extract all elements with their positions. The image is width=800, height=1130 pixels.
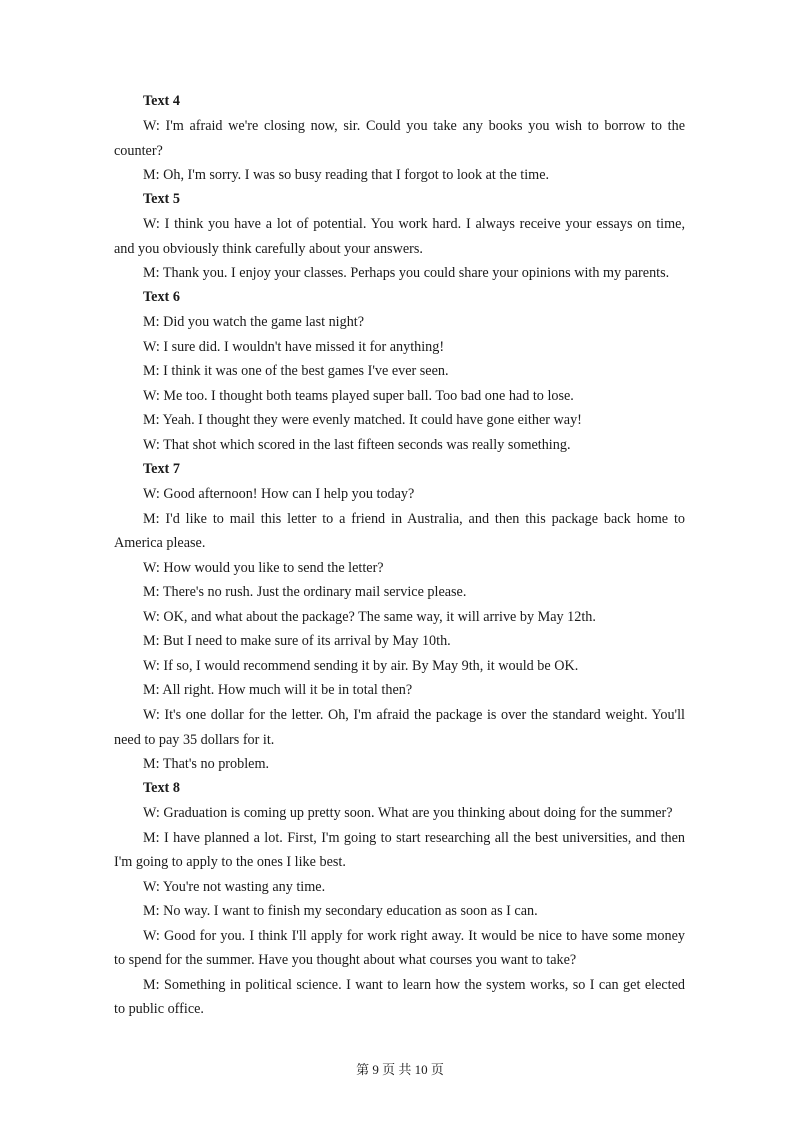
dialogue-line: W: It's one dollar for the letter. Oh, I'm afraid the package is over the standard weight. You'll [143,707,685,723]
page-number-footer: 第 9 页 共 10 页 [356,1062,444,1077]
dialogue-line: W: That shot which scored in the last fifteen seconds was really something. [143,437,571,453]
dialogue-line: I'm going to apply to the ones I like best. [114,854,346,870]
dialogue-line: M: Oh, I'm sorry. I was so busy reading that I forgot to look at the time. [143,167,550,183]
dialogue-line: M: Yeah. I thought they were evenly matched. It could have gone either way! [143,412,582,428]
dialogue-line: M: Did you watch the game last night? [143,314,365,330]
section-heading-text5: Text 5 [143,191,180,207]
dialogue-line: M: Thank you. I enjoy your classes. Perhaps you could share your opinions with my parents. [143,265,670,281]
dialogue-line: M: I'd like to mail this letter to a friend in Australia, and then this package back home to [143,511,685,527]
dialogue-line: W: Graduation is coming up pretty soon. What are you thinking about doing for the summer? [143,805,673,821]
section-heading-text7: Text 7 [143,461,180,477]
dialogue-line: need to pay 35 dollars for it. [114,732,275,748]
dialogue-line: M: I have planned a lot. First, I'm going to start researching all the best universities, and then [143,830,685,846]
dialogue-line: and you obviously think carefully about your answers. [114,241,423,257]
dialogue-line: M: That's no problem. [143,756,270,772]
section-heading-text6: Text 6 [143,289,180,305]
dialogue-line: W: Good afternoon! How can I help you today? [143,486,415,502]
dialogue-line: M: I think it was one of the best games I've ever seen. [143,363,449,379]
dialogue-line: W: You're not wasting any time. [143,879,326,895]
dialogue-line: W: If so, I would recommend sending it by air. By May 9th, it would be OK. [143,658,579,674]
dialogue-line: M: All right. How much will it be in total then? [143,682,413,698]
dialogue-line: counter? [114,143,163,159]
dialogue-line: M: Something in political science. I want to learn how the system works, so I can get elected [143,977,685,993]
dialogue-line: to spend for the summer. Have you thought about what courses you want to take? [114,952,577,968]
dialogue-line: M: No way. I want to finish my secondary education as soon as I can. [143,903,538,919]
dialogue-line: W: OK, and what about the package? The same way, it will arrive by May 12th. [143,609,596,625]
section-heading-text8: Text 8 [143,780,180,796]
dialogue-line: M: There's no rush. Just the ordinary mail service please. [143,584,467,600]
dialogue-line: W: Good for you. I think I'll apply for work right away. It would be nice to have some money [143,928,685,944]
dialogue-line: to public office. [114,1001,204,1017]
section-heading-text4: Text 4 [143,93,180,109]
dialogue-line: W: I'm afraid we're closing now, sir. Could you take any books you wish to borrow to the [143,118,685,134]
dialogue-line: M: But I need to make sure of its arrival by May 10th. [143,633,451,649]
dialogue-line: W: Me too. I thought both teams played super ball. Too bad one had to lose. [143,388,574,404]
dialogue-line: America please. [114,535,206,551]
dialogue-line: W: How would you like to send the letter? [143,560,384,576]
dialogue-line: W: I sure did. I wouldn't have missed it for anything! [143,339,445,355]
dialogue-line: W: I think you have a lot of potential. You work hard. I always receive your essays on time, [143,216,685,232]
